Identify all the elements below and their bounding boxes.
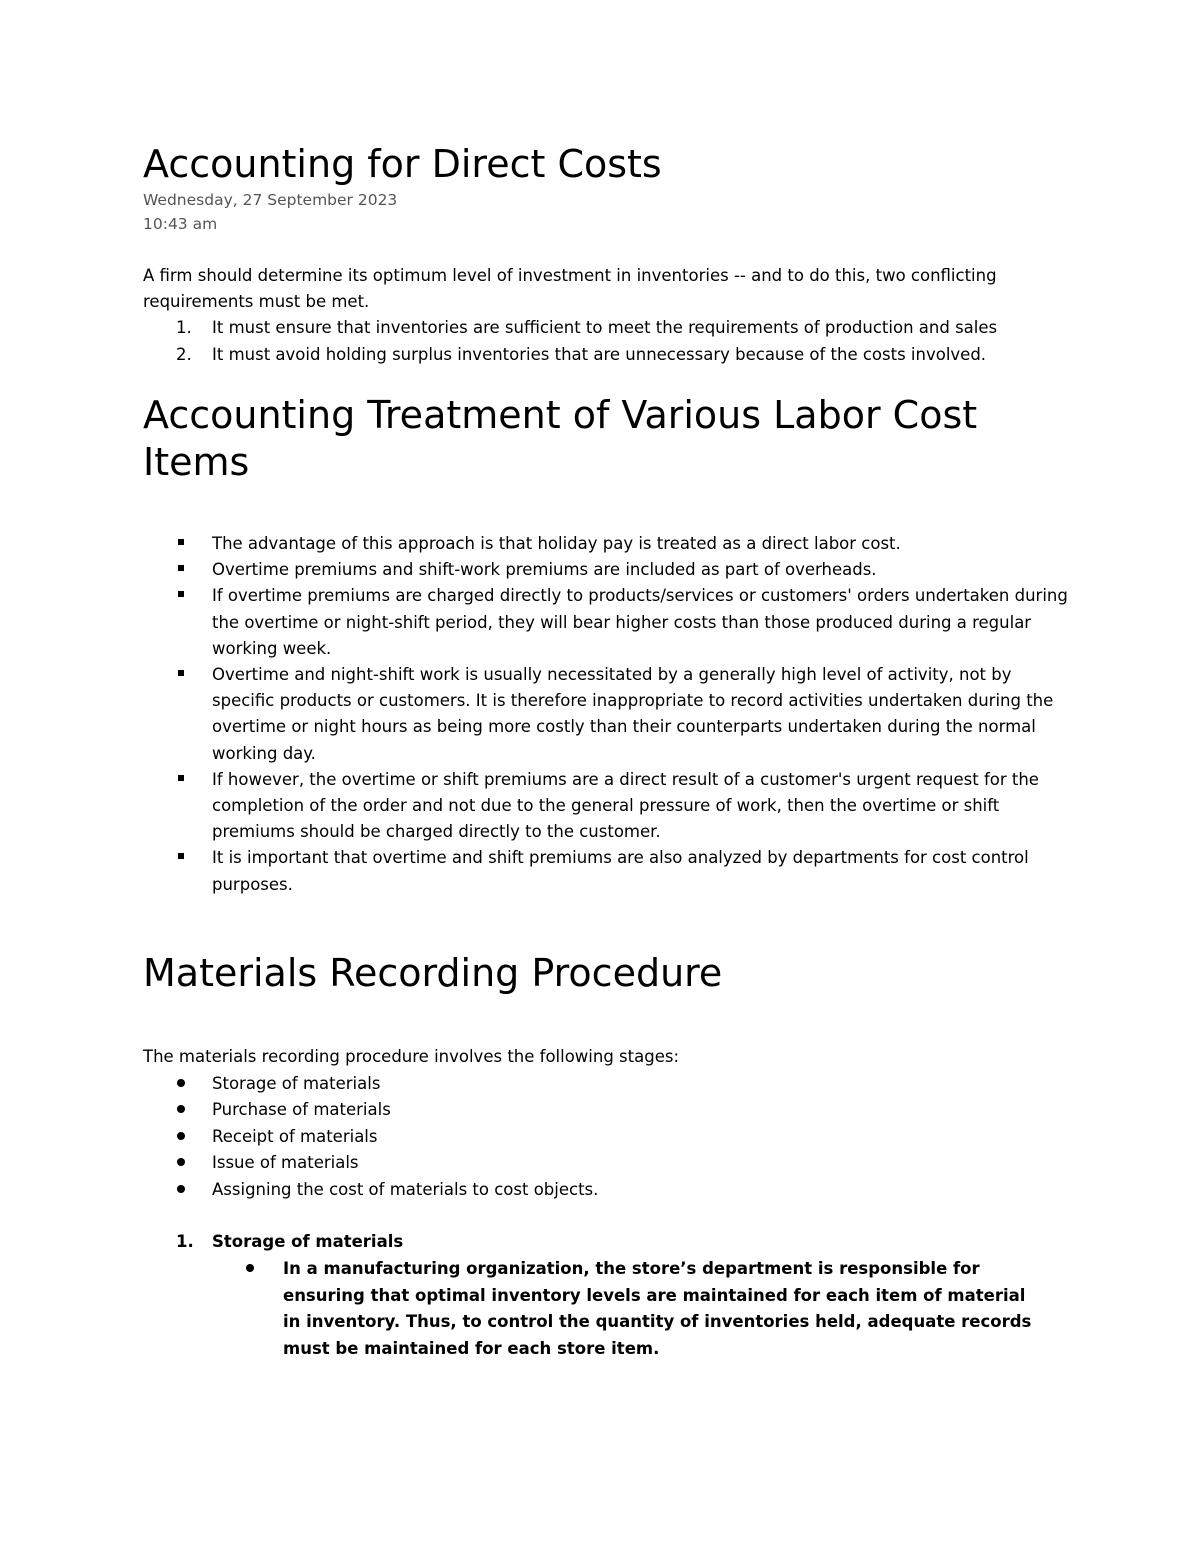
square-bullet-icon <box>178 539 184 545</box>
list-number: 1. <box>176 318 192 337</box>
list-item-text: It is important that overtime and shift premiums are also analyzed by departments for cost control purposes. <box>212 848 1029 894</box>
list-number: 1. <box>176 1232 194 1251</box>
square-bullet-icon <box>178 775 184 781</box>
list-number: 2. <box>176 344 192 364</box>
list-item <box>143 1071 1073 1097</box>
intro-paragraph: A firm should determine its optimum level of investment in inventories -- and to do this, two conflicting requirements must be met. <box>143 266 997 311</box>
list-item <box>143 845 1073 897</box>
labor-heading: Accounting Treatment of Various Labor Cost Items <box>143 393 978 484</box>
square-bullet-icon <box>178 853 184 859</box>
labor-bullet-list <box>143 531 1073 898</box>
materials-stages-list <box>143 1071 1073 1203</box>
storage-detail-item <box>283 1256 1043 1362</box>
list-item <box>143 342 1073 369</box>
page-time: 10:43 am <box>143 215 218 233</box>
list-item-text: Purchase of materials <box>212 1100 391 1120</box>
page-date: Wednesday, 27 September 2023 <box>143 191 398 209</box>
list-item <box>143 531 1073 557</box>
list-item-text: Storage of materials <box>212 1074 381 1093</box>
list-item <box>143 1124 1073 1150</box>
list-item-text: If overtime premiums are charged directly to products/services or customers' orders undertaken during the overtime or night-shift period, they will bear higher costs than those produced during a regular working week. <box>212 586 1068 658</box>
list-item-text: Assigning the cost of materials to cost objects. <box>212 1179 599 1199</box>
list-item <box>143 315 1073 342</box>
requirements-list <box>143 315 1073 368</box>
list-item-text: Receipt of materials <box>212 1126 378 1146</box>
materials-intro: The materials recording procedure involves the following stages: <box>143 1047 680 1066</box>
bullet-icon <box>177 1105 185 1113</box>
square-bullet-icon <box>178 670 184 676</box>
list-item <box>143 1150 1073 1176</box>
page-title: Accounting for Direct Costs <box>143 142 662 186</box>
list-item <box>143 662 1073 767</box>
list-item <box>143 1177 1073 1203</box>
square-bullet-icon <box>178 565 184 571</box>
square-bullet-icon <box>178 591 184 597</box>
list-item-text: It must avoid holding surplus inventories that are unnecessary because of the costs involved. <box>212 344 987 364</box>
bullet-icon <box>177 1185 185 1193</box>
list-item-text: Overtime premiums and shift-work premiums are included as part of overheads. <box>212 560 877 580</box>
materials-heading: Materials Recording Procedure <box>143 951 723 995</box>
list-item <box>143 1097 1073 1123</box>
list-item <box>143 583 1073 662</box>
list-item-text: If however, the overtime or shift premiums are a direct result of a customer's urgent request for the completion of the order and not due to the general pressure of work, then the overtime or shift premiums should be charged directly to the customer. <box>212 769 1039 842</box>
list-item-text: Issue of materials <box>212 1153 359 1173</box>
bullet-icon <box>177 1158 185 1166</box>
list-item <box>143 557 1073 583</box>
storage-detail-text: In a manufacturing organization, the store’s department is responsible for ensuring that optimal inventory levels are maintained for each item of material in inventory. Thus, to control the quantity of inventories held, adequate records must be maintained for each store item. <box>283 1259 1032 1358</box>
list-item-text: The advantage of this approach is that holiday pay is treated as a direct labor cost. <box>212 534 901 553</box>
storage-label: Storage of materials <box>212 1232 404 1251</box>
bullet-icon <box>246 1264 254 1272</box>
list-item-text: It must ensure that inventories are sufficient to meet the requirements of production and sales <box>212 318 998 337</box>
list-item <box>143 767 1073 846</box>
list-item-text: Overtime and night-shift work is usually necessitated by a generally high level of activity, not by specific products or customers. It is therefore inappropriate to record activities undertaken during the overtime or night hours as being more costly than their counterparts undertaken during the normal working day. <box>212 665 1054 763</box>
bullet-icon <box>177 1079 185 1087</box>
bullet-icon <box>177 1132 185 1140</box>
